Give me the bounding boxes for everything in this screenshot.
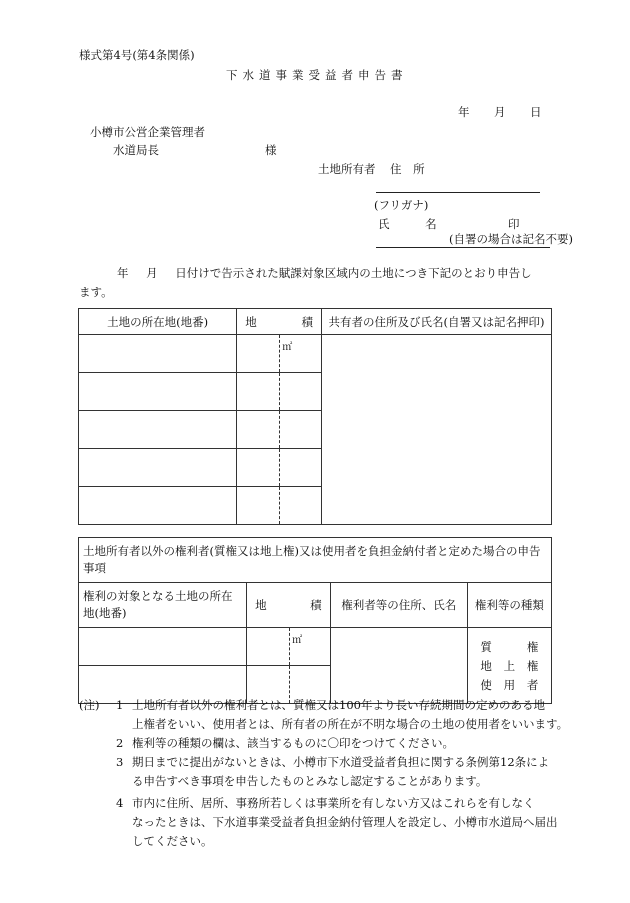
page-title: 下水道事業受益者申告書	[226, 68, 408, 82]
land-location-cell[interactable]	[79, 335, 237, 373]
land-location-cell[interactable]	[79, 449, 237, 487]
kind-pledge[interactable]: 質 権	[480, 639, 539, 654]
addressee-honorific: 様	[265, 143, 277, 157]
note-3-number: 3	[116, 755, 124, 769]
addressee-org: 小樽市公営企業管理者	[90, 125, 205, 139]
name-label: 氏 名	[378, 217, 453, 231]
applicant-label: 土地所有者	[318, 162, 376, 176]
land-area-cell[interactable]	[237, 411, 322, 449]
date-day: 日	[530, 105, 542, 119]
note-1-line-2: 上権者をいい、使用者とは、所有者の所在が不明な場合の土地の使用者をいいます。	[132, 717, 569, 731]
note-4-line-3: してください。	[132, 834, 213, 848]
header-coowner: 共有者の住所及び氏名(自署又は記名押印)	[322, 309, 552, 335]
notes-prefix: (注)	[79, 698, 100, 712]
header-rights-area-b: 積	[310, 598, 322, 612]
rights-table	[78, 537, 552, 704]
header-rights-holder: 権利者等の住所、氏名	[330, 583, 467, 628]
header-area-a: 地	[245, 314, 257, 329]
land-table	[78, 308, 552, 525]
furigana-label: (フリガナ)	[374, 198, 429, 212]
name-line	[376, 247, 550, 248]
note-2-number: 2	[116, 736, 124, 750]
address-label: 住 所	[390, 162, 429, 176]
seal-label: 印	[508, 217, 520, 231]
rights-location-cell[interactable]	[79, 628, 247, 666]
kind-superficies[interactable]: 地 上 権	[480, 658, 539, 673]
rights-area-cell[interactable]	[247, 628, 331, 666]
header-rights-area-a: 地	[255, 598, 267, 612]
land-area-cell[interactable]	[237, 335, 322, 373]
note-4-line-2: なったときは、下水道事業受益者負担金納付管理人を設定し、小樽市水道局へ届出	[132, 815, 558, 829]
note-3-line-1: 期日までに提出がないときは、小樽市下水道受益者負担に関する条例第12条によ	[132, 755, 550, 769]
header-area-b: 積	[301, 314, 314, 329]
land-area-cell[interactable]	[237, 373, 322, 411]
land-location-cell[interactable]	[79, 411, 237, 449]
coowner-cell[interactable]	[322, 335, 552, 525]
intro-line-1: 年 月 日付けで告示された賦課対象区域内の土地につき下記のとおり申告し	[117, 266, 532, 280]
note-2-line-1: 権利等の種類の欄は、該当するものに〇印をつけてください。	[132, 736, 454, 750]
intro-line-2: ます。	[79, 285, 113, 299]
address-line	[376, 192, 540, 193]
note-4-line-1: 市内に住所、居所、事務所若しくは事業所を有しない方又はこれらを有しなく	[132, 796, 535, 810]
header-location: 土地の所在地(地番)	[79, 309, 237, 335]
land-location-cell[interactable]	[79, 373, 237, 411]
header-rights-area	[247, 583, 331, 628]
note-4-number: 4	[116, 796, 124, 810]
unit-label: ㎡	[282, 342, 293, 353]
date-year: 年	[458, 105, 470, 119]
date-month: 月	[494, 105, 506, 119]
unit-label: ㎡	[292, 635, 303, 646]
land-location-cell[interactable]	[79, 487, 237, 525]
rights-kind-cell[interactable]	[467, 628, 551, 704]
land-area-cell[interactable]	[237, 449, 322, 487]
kind-list	[468, 639, 551, 693]
seal-note: (自署の場合は記名不要)	[449, 232, 573, 246]
note-1-number: 1	[116, 698, 124, 712]
kind-user[interactable]: 使 用 者	[480, 677, 539, 692]
note-1-line-1: 土地所有者以外の権利者とは、質権又は100年より長い存続期間の定めのある地	[132, 698, 545, 712]
form-number: 様式第4号(第4条関係)	[79, 48, 195, 62]
rights-heading: 土地所有者以外の権利者(質権又は地上権)又は使用者を負担金納付者と定めた場合の申告事項	[79, 538, 552, 583]
header-rights-kind: 権利等の種類	[467, 583, 551, 628]
header-rights-location: 権利の対象となる土地の所在地(地番)	[79, 583, 247, 628]
land-area-cell[interactable]	[237, 487, 322, 525]
rights-holder-cell[interactable]	[330, 628, 467, 704]
addressee-office: 水道局長	[113, 143, 159, 157]
header-area	[237, 309, 322, 335]
note-3-line-2: る申告すべき事項を申告したものとみなし認定することがあります。	[132, 774, 488, 788]
